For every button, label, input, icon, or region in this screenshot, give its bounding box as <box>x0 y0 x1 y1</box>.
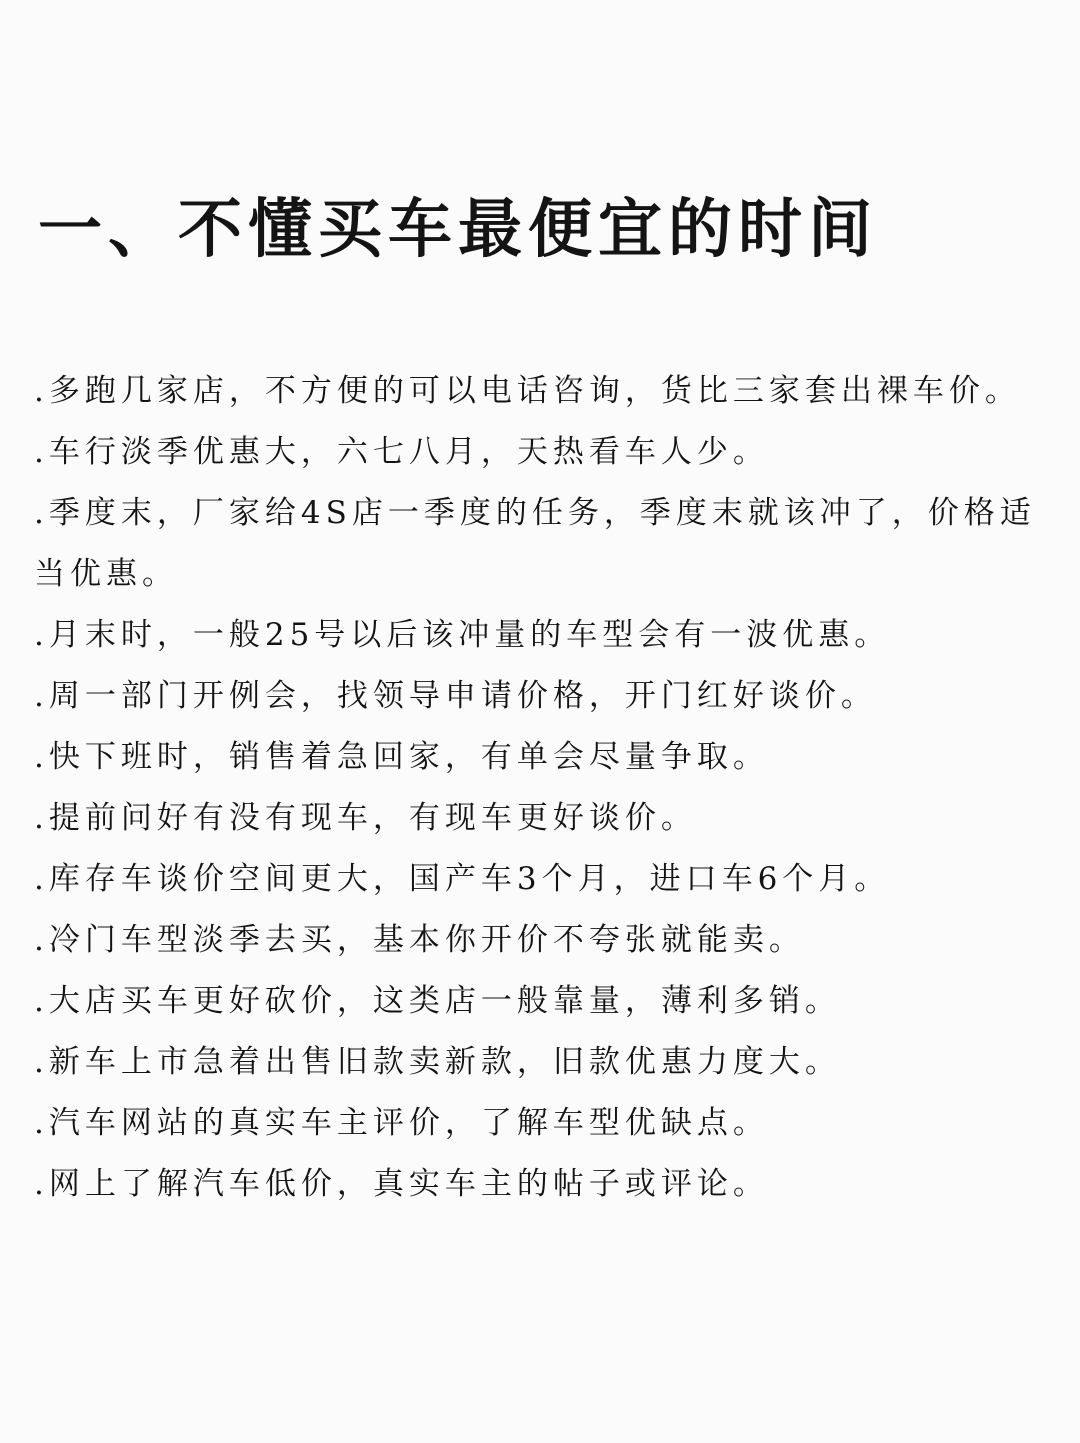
tip-item: .汽车网站的真实车主评价，了解车型优缺点。 <box>34 1105 769 1141</box>
tip-item: .月末时，一般25号以后该冲量的车型会有一波优惠。 <box>34 617 891 653</box>
tip-item: .季度末，厂家给4S店一季度的任务，季度末就该冲了，价格适当优惠。 <box>34 495 1036 592</box>
tip-item: .快下班时，销售着急回家，有单会尽量争取。 <box>34 739 769 775</box>
tip-item: .多跑几家店，不方便的可以电话咨询，货比三家套出裸车价。 <box>34 373 1021 409</box>
tip-item: .库存车谈价空间更大，国产车3个月，进口车6个月。 <box>34 861 891 897</box>
tip-item: .周一部门开例会，找领导申请价格，开门红好谈价。 <box>34 678 877 714</box>
tip-item: .提前问好有没有现车，有现车更好谈价。 <box>34 800 697 836</box>
tip-item: .大店买车更好砍价，这类店一般靠量，薄利多销。 <box>34 983 841 1019</box>
page-title: 一、不懂买车最便宜的时间 <box>38 193 878 267</box>
tip-item: .冷门车型淡季去买，基本你开价不夸张就能卖。 <box>34 922 805 958</box>
tip-item: .车行淡季优惠大，六七八月，天热看车人少。 <box>34 434 769 470</box>
tips-list <box>34 361 1064 1215</box>
tip-item: .网上了解汽车低价，真实车主的帖子或评论。 <box>34 1166 769 1202</box>
tip-item: .新车上市急着出售旧款卖新款，旧款优惠力度大。 <box>34 1044 841 1080</box>
